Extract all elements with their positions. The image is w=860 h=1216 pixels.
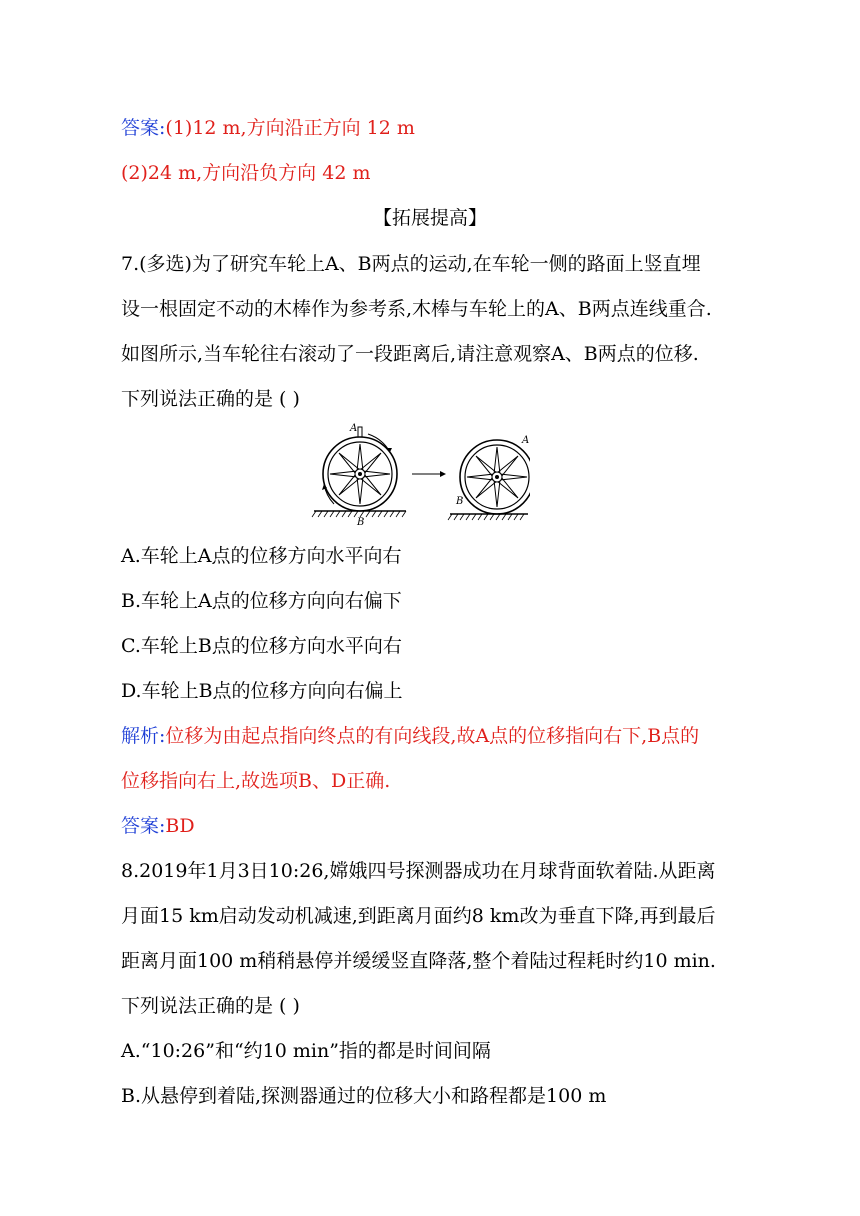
answer-line-2: (2)24 m,方向沿负方向 42 m [121,162,371,184]
q7-line-1: 7.(多选)为了研究车轮上A、B两点的运动,在车轮一侧的路面上竖直埋 [121,253,701,275]
label-a-after: A [522,435,530,446]
q7-analysis-line-2: 位移指向右上,故选项B、D正确. [121,770,391,792]
answer-line-1 [121,116,415,140]
q7-option-b: B.车轮上A点的位移方向向右偏下 [121,590,402,612]
label-b-after: B [456,496,464,507]
q7-answer-value: BD [165,815,195,837]
label-b-before: B [357,517,365,528]
q7-option-d: D.车轮上B点的位移方向向右偏上 [121,680,403,702]
q8-option-b: B.从悬停到着陆,探测器通过的位移大小和路程都是100 m [121,1085,607,1107]
q7-line-3: 如图所示,当车轮往右滚动了一段距离后,请注意观察A、B两点的位移. [121,343,699,365]
q8-line-2: 月面15 km启动发动机减速,到距离月面约8 km改为垂直下降,再到最后 [121,905,716,927]
q8-line-4: 下列说法正确的是 ( ) [121,995,300,1017]
label-a-before: A [350,423,358,434]
q8-line-1: 8.2019年1月3日10:26,嫦娥四号探测器成功在月球背面软着陆.从距离 [121,860,716,882]
wheel-figure [310,418,530,528]
q7-option-a: A.车轮上A点的位移方向水平向右 [121,545,402,567]
q8-line-3: 距离月面100 m稍稍悬停并缓缓竖直降落,整个着陆过程耗时约10 min. [121,950,716,972]
q7-line-4: 下列说法正确的是 ( ) [121,388,300,410]
answer-label: 答案: [121,117,166,139]
ground-right [448,514,528,520]
rod [358,427,362,437]
q8-option-a: A.“10:26”和“约10 min”指的都是时间间隔 [121,1040,491,1062]
q7-option-c: C.车轮上B点的位移方向水平向右 [121,635,402,657]
analysis-text-1: 位移为由起点指向终点的有向线段,故A点的位移指向右下,B点的 [165,725,700,747]
q7-answer [121,814,195,838]
analysis-label: 解析: [121,725,166,747]
answer-text: (1)12 m,方向沿正方向 12 m [165,117,415,139]
q7-answer-label: 答案: [121,815,166,837]
section-title: 【拓展提高】 [372,207,487,229]
q7-analysis-line-1 [121,724,699,748]
wheel-after [460,440,530,514]
q7-line-2: 设一根固定不动的木棒作为参考系,木棒与车轮上的A、B两点连线重合. [121,298,712,320]
wheel-before [323,437,397,511]
